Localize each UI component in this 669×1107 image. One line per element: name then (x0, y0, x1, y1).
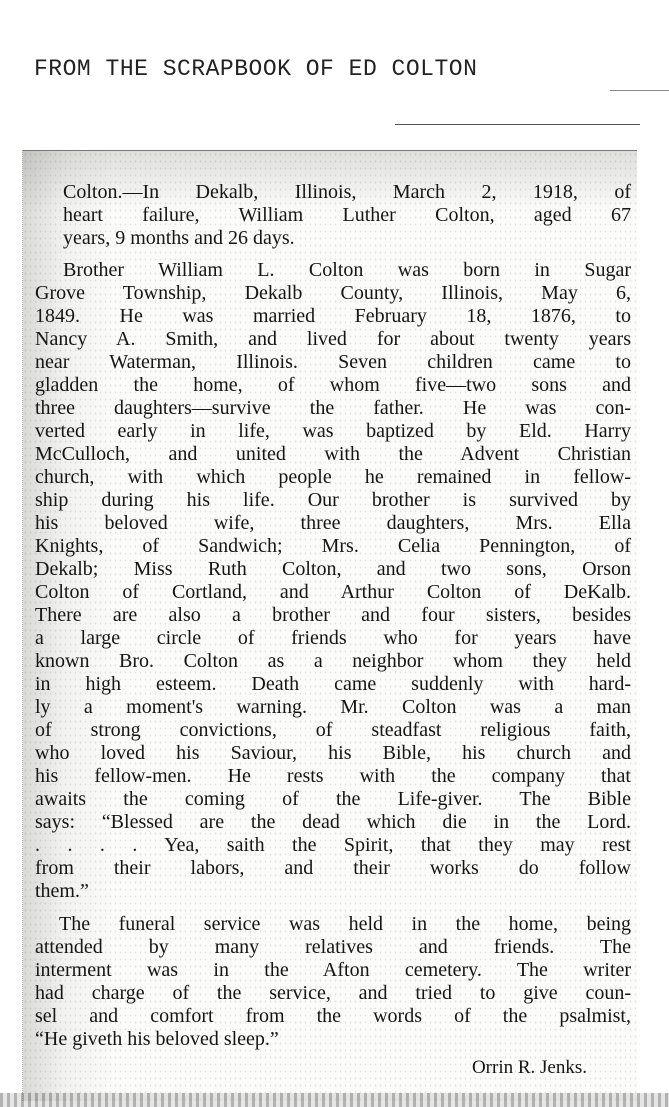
obituary-line: McCulloch, and united with the Advent Christian (35, 443, 631, 465)
obituary-line: who loved his Saviour, his Bible, his church and (35, 742, 631, 764)
obituary-line: them.” (35, 880, 89, 902)
obituary-line: verted early in life, was baptized by Eld. Harry (35, 420, 631, 442)
clipping-torn-edge (0, 1093, 669, 1107)
obituary-line: of strong convictions, of steadfast religious faith, (35, 719, 631, 741)
page-title: FROM THE SCRAPBOOK OF ED COLTON (34, 56, 478, 82)
obituary-line: near Waterman, Illinois. Seven children came to (35, 351, 631, 373)
obituary-line: Dekalb; Miss Ruth Colton, and two sons, Orson (35, 558, 631, 580)
obituary-line: Brother William L. Colton was born in Sugar (63, 259, 631, 281)
obituary-line: a large circle of friends who for years have (35, 627, 631, 649)
obituary-line: Colton of Cortland, and Arthur Colton of DeKalb. (35, 581, 631, 603)
obituary-line: three daughters—survive the father. He was con- (35, 397, 631, 419)
obituary-line: Grove Township, Dekalb County, Illinois, May 6, (35, 282, 631, 304)
author-signature: Orrin R. Jenks. (471, 1057, 587, 1078)
obituary-line: had charge of the service, and tried to give coun- (35, 982, 631, 1004)
obituary-line: his fellow-men. He rests with the company that (35, 765, 631, 787)
obituary-line: Nancy A. Smith, and lived for about twenty years (35, 328, 631, 350)
obituary-line: in high esteem. Death came suddenly with hard- (35, 673, 631, 695)
obituary-line: interment was in the Afton cemetery. The writer (35, 959, 631, 981)
obituary-line: The funeral service was held in the home, being (59, 913, 631, 935)
header-rule (395, 124, 640, 125)
obituary-line: ly a moment's warning. Mr. Colton was a man (35, 696, 631, 718)
obituary-line: years, 9 months and 26 days. (63, 227, 295, 249)
obituary-line: awaits the coming of the Life-giver. The Bible (35, 788, 631, 810)
obituary-line: sel and comfort from the words of the psalmist, (35, 1005, 631, 1027)
obituary-line: from their labors, and their works do follow (35, 857, 631, 879)
obituary-line: says: “Blessed are the dead which die in the Lord. (35, 811, 631, 833)
top-right-rule (610, 90, 669, 91)
obituary-line: There are also a brother and four sisters, besides (35, 604, 631, 626)
obituary-line: church, with which people he remained in fellow- (35, 466, 631, 488)
obituary-line: gladden the home, of whom five—two sons and (35, 374, 631, 396)
newspaper-clipping (22, 150, 637, 1101)
obituary-line: Colton.—In Dekalb, Illinois, March 2, 1918, of (63, 181, 631, 203)
obituary-line: 1849. He was married February 18, 1876, to (35, 305, 631, 327)
obituary-line: . . . . Yea, saith the Spirit, that they may rest (35, 834, 631, 856)
obituary-line: Knights, of Sandwich; Mrs. Celia Pennington, of (35, 535, 631, 557)
obituary-line: known Bro. Colton as a neighbor whom they held (35, 650, 631, 672)
obituary-line: “He giveth his beloved sleep.” (35, 1028, 279, 1050)
obituary-line: ship during his life. Our brother is survived by (35, 489, 631, 511)
obituary-line: his beloved wife, three daughters, Mrs. Ella (35, 512, 631, 534)
obituary-line: heart failure, William Luther Colton, aged 67 (63, 204, 631, 226)
obituary-line: attended by many relatives and friends. The (35, 936, 631, 958)
